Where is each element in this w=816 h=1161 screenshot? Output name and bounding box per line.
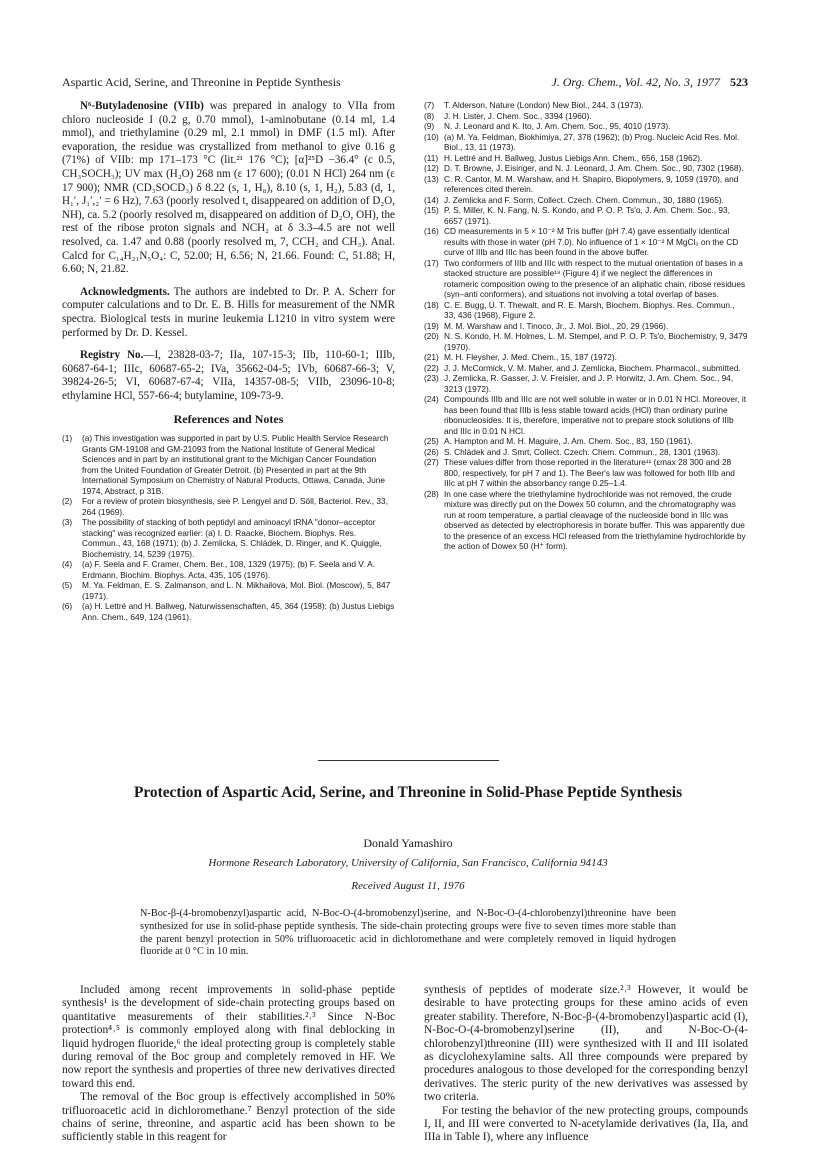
intro-paragraph-2: The removal of the Boc group is effectively accomplished in 50% trifluoroacetic acid in dichloromethane.⁷ Benzyl protection of the side chains of serine, threonine, and aspartic acid has been shown to be sufficiently stable in this reagent for	[62, 1091, 395, 1144]
intro-paragraph-1: Included among recent improvements in solid-phase peptide synthesis¹ is the development of side-chain protecting groups based on quantitative measurements of their stabilities.²˒³ Since N-Boc protection⁴˒⁵ is commonly employed along with final deblocking in liquid hydrogen fluoride,⁶ the ideal protecting group is completely stable during removal of the Boc group and completely removed in HF. We now report the synthesis and properties of three new derivatives directed toward this end.	[62, 984, 395, 1090]
reference-number: (8)	[424, 110, 435, 121]
references-list-left	[62, 433, 395, 622]
reference-number: (22)	[424, 362, 439, 373]
reference-item	[424, 153, 748, 164]
registry-paragraph	[62, 349, 395, 403]
reference-text: H. Lettré and H. Ballweg, Justus Liebigs Ann. Chem., 656, 158 (1962).	[444, 152, 703, 163]
reference-text: T. Alderson, Nature (London) New Biol., 244, 3 (1973).	[444, 100, 644, 110]
compound-heading: N⁶-Butyladenosine (VIIb)	[80, 100, 204, 112]
reference-number: (17)	[424, 257, 439, 268]
reference-text: N. J. Leonard and K. Ito, J. Am. Chem. Soc., 95, 4010 (1973).	[444, 121, 671, 131]
reference-number: (5)	[62, 580, 73, 591]
reference-number: (15)	[424, 205, 439, 215]
reference-item	[424, 100, 748, 111]
intro-paragraph-4: For testing the behavior of the new protecting groups, compounds I, II, and III were converted to N-acetylamide derivatives (Ia, IIa, and IIIa in Table I), where any influence	[424, 1104, 748, 1144]
reference-item	[424, 111, 748, 122]
running-head-title: Aspartic Acid, Serine, and Threonine in Peptide Synthesis	[62, 75, 341, 89]
acknowledgments-heading: Acknowledgments.	[80, 285, 170, 298]
reference-number: (25)	[424, 436, 439, 446]
reference-text: The possibility of stacking of both peptidyl and aminoacyl tRNA "donor–acceptor stacking" was recognized earlier: (a) I. D. Raacke, Biochem. Biophys. Res. Commun., 43, 168 (1971); (b) J. Zemlicka, S. Chládek, D. Ringer, and K. Quiggle, Biochemistry, 14, 5239 (1975).	[82, 517, 382, 559]
reference-text: (a) M. Ya. Feldman, Biokhimiya, 27, 378 (1962); (b) Prog. Nucleic Acid Res. Mol. Biol., 13, 11 (1973).	[444, 131, 740, 152]
page-number: 523	[730, 75, 748, 89]
reference-text: A. Hampton and M. H. Maguire, J. Am. Chem. Soc., 83, 150 (1961).	[444, 436, 693, 446]
reference-number: (27)	[424, 457, 439, 467]
reference-item	[424, 300, 748, 321]
intro-paragraph-3: synthesis of peptides of moderate size.²˒³ However, it would be desirable to have protecting groups for these amino acids of even greater stability. Therefore, N-Boc-β-(4-bromobenzyl)aspartic acid (I), N-Boc-O-(4-bromobenzyl)serine (II), and N-Boc-O-(4-chlorobenzyl)threonine (III) were synthesized with II and III isolated as dicyclohexylamine salts. All three compounds were prepared by procedures analogous to those developed for the corresponding benzyl derivatives. The steric purity of the new derivatives was assessed by two criteria.	[424, 984, 748, 1104]
reference-text: (a) F. Seela and F. Cramer, Chem. Ber., 108, 1329 (1975); (b) F. Seela and V. A. Erdmann, Biochim. Biophys. Acta, 435, 105 (1976).	[82, 559, 376, 580]
reference-text: M. M. Warshaw and I. Tinoco, Jr., J. Mol. Biol., 20, 29 (1966).	[444, 320, 669, 331]
reference-item	[424, 226, 748, 258]
reference-item	[424, 447, 748, 458]
reference-text: M. H. Fleysher, J. Med. Chem., 15, 187 (1972).	[444, 352, 617, 362]
reference-number: (6)	[62, 601, 73, 612]
reference-number: (13)	[424, 173, 439, 184]
reference-text: (a) This investigation was supported in part by U.S. Public Health Service Research Grants GM-19108 and GM-21093 from the National Institute of General Medical Sciences and in part by an institutional grant to the Michigan Cancer Foundation from the United Foundation of Greater Detroit. (b) Presented in part at the 9th International Symposium on Chemistry of Natural Products, Ottawa, Canada, June 1974, Abstract, p 31B.	[82, 433, 389, 496]
reference-item	[424, 436, 748, 447]
reference-number: (11)	[424, 152, 439, 163]
reference-number: (12)	[424, 163, 439, 173]
reference-item	[62, 559, 395, 580]
article-affiliation: Hormone Research Laboratory, University of California, San Francisco, California 94143	[208, 857, 608, 869]
reference-text: J. Zemlicka, R. Gasser, J. V. Freisler, and J. P. Horwitz, J. Am. Chem. Soc., 94, 3213 (1972).	[444, 373, 734, 394]
reference-number: (1)	[62, 433, 73, 444]
article-left-column	[62, 984, 395, 1145]
reference-text: In one case where the triethylamine hydrochloride was not removed, the crude mixture was directly put on the Dowex 50 column, and the chromatography was run at room temperature, a partial cleavage of the nucleoside bond in IIIc was observed as detected by electrophoresis in borate buffer. This was apparently due to the presence of an excess HCl released from the triethylamine hydrochloride by the action of Dowex 50 (H⁺ form).	[444, 488, 746, 551]
reference-number: (9)	[424, 121, 435, 131]
reference-item	[424, 373, 748, 394]
reference-text: C. R. Cantor, M. M. Warshaw, and H. Shapiro, Biopolymers, 9, 1059 (1970), and references cited therein.	[444, 173, 739, 194]
reference-item	[424, 195, 748, 206]
reference-text: J. H. Lister, J. Chem. Soc., 3394 (1960).	[444, 110, 592, 121]
reference-text: J. J. McCormick, V. M. Maher, and J. Zemlicka, Biochem. Pharmacol., submitted.	[444, 362, 741, 373]
reference-item	[62, 517, 395, 559]
reference-text: M. Ya. Feldman, E. S. Zalmanson, and L. N. Mikhailova, Mol. Biol. (Moscow), 5, 847 (1971).	[82, 580, 391, 601]
reference-number: (18)	[424, 299, 439, 310]
acknowledgments-text: The authors are indebted to Dr. P. A. Scherr for computer calculations and to Dr. E. B. Hills for measurement of the NMR spectra. Biological tests in murine leukemia L1210 in vitro system were performed by Dr. D. Kessel.	[62, 285, 395, 339]
reference-text: CD measurements in 5 × 10⁻² M Tris buffer (pH 7.4) gave essentially identical results with those in water (pH 7.0). No influence of 1 × 10⁻² M MgCl₂ on the CD curve of IIIb and IIIc has been found in the above buffer.	[444, 226, 739, 257]
reference-item	[424, 121, 748, 132]
reference-item	[424, 352, 748, 363]
reference-number: (20)	[424, 331, 439, 341]
reference-number: (10)	[424, 131, 439, 142]
reference-item	[62, 433, 395, 496]
reference-text: (a) H. Lettré and H. Ballweg, Naturwissenschaften, 45, 364 (1958); (b) Justus Liebigs Ann. Chem., 649, 124 (1961).	[82, 601, 395, 622]
reference-text: For a review of protein biosynthesis, see P. Lengyel and D. Söll, Bacteriol. Rev., 33, 264 (1969).	[82, 496, 388, 517]
reference-text: N. S. Kondo, H. M. Holmes, L. M. Stempel, and P. O. P. Ts'o, Biochemistry, 9, 3479 (1970).	[444, 331, 748, 352]
reference-text: Two conformers of IIIb and IIIc with respect to the mutual orientation of bases in a stacked structure are possible¹⁸ (Figure 4) if we neglect the differences in rotameric composition owing to the presence of an aliphatic chain, ribose residues (syn–anti conformers), and situations not involving a total overlap of bases.	[444, 257, 746, 299]
reference-number: (16)	[424, 226, 439, 236]
reference-item	[424, 205, 748, 226]
reference-item	[424, 331, 748, 352]
reference-text: P. S. Miller, K. N. Fang, N. S. Kondo, and P. O. P. Ts'o, J. Am. Chem. Soc., 93, 6657 (1971).	[444, 205, 730, 226]
acknowledgments-paragraph	[62, 286, 395, 340]
experimental-paragraph	[62, 100, 395, 277]
reference-item	[424, 132, 748, 153]
journal-citation: J. Org. Chem., Vol. 42, No. 3, 1977	[551, 75, 720, 89]
left-column-top	[62, 100, 395, 622]
reference-number: (2)	[62, 496, 73, 507]
reference-number: (24)	[424, 394, 439, 404]
article-received-date: Received August 11, 1976	[351, 880, 465, 892]
reference-text: C. E. Bugg, U. T. Thewalt, and R. E. Marsh, Biochem. Biophys. Res. Commun., 33, 436 (1968), Figure 2.	[444, 299, 735, 320]
reference-number: (4)	[62, 559, 73, 570]
reference-item	[62, 496, 395, 517]
article-author: Donald Yamashiro	[363, 836, 453, 850]
reference-item	[62, 580, 395, 601]
reference-number: (7)	[424, 100, 435, 110]
reference-item	[424, 363, 748, 374]
article-title: Protection of Aspartic Acid, Serine, and Threonine in Solid-Phase Peptide Synthesis	[133, 784, 683, 801]
reference-number: (3)	[62, 517, 73, 528]
references-heading: References and Notes	[173, 412, 284, 427]
reference-text: D. T. Browne, J. Eisinger, and N. J. Leonard, J. Am. Chem. Soc., 90, 7302 (1968).	[444, 163, 744, 173]
reference-number: (21)	[424, 352, 439, 362]
references-list-right	[424, 100, 748, 552]
reference-item	[424, 457, 748, 489]
reference-text: J. Zemlicka and F. Sorm, Collect. Czech. Chem. Commun., 30, 1880 (1965).	[444, 194, 724, 205]
reference-item	[424, 394, 748, 436]
reference-text: These values differ from those reported in the literature¹¹ (εmax 28 300 and 28 800, respectively, for pH 7 and 1). The Beer's law was followed for both IIIb and IIIc at pH 7 within the absorbancy range 0.25–1.4.	[444, 457, 735, 488]
reference-item	[424, 321, 748, 332]
reference-number: (19)	[424, 320, 439, 331]
reference-text: Compounds IIIb and IIIc are not well soluble in water or in 0.01 N HCl. Moreover, it has been found that IIIb is less stable toward acids (HCl) than ordinary purine ribonucleosides. It is, therefore, imperative not to prepare stock solutions of IIIb and IIIc in 0.01 N HCl.	[444, 394, 747, 436]
experimental-text: was prepared in analogy to VIIa from chloro nucleoside I (0.2 g, 0.70 mmol), 1-aminobutane (0.14 ml, 1.4 mmol), and triethylamine (0.29 ml, 2.1 mmol) in DMF (1.5 ml). After evaporation, the residue was crystallized from methanol to give 0.16 g (71%) of VIIb: mp 171–173 °C (lit.²¹ 176 °C); [α]²⁵D −36.4° (c 0.5, CH₃SOCH₃); UV max (H₂O) 268 nm (ε 17 600); (0.01 N HCl) 264 nm (ε 17 900); NMR (CD₃SOCD₃) δ 8.22 (s, 1, H₈), 8.10 (s, 1, H₂), 5.83 (d, 1, H₁′, J₁′,₂′ = 6 Hz), 7.63 (poorly resolved t, disappeared on addition of D₂O, NH), ca. 5.2 (poorly resolved m, disappeared on addition of D₂O, OH), the rest of the ribose proton signals and NCH₂ at δ 3.3–4.5 are not well resolved, ca. 1.47 and 0.88 (poorly resolved m, 7, CCH₂ and CH₃). Anal. Calcd for C₁₄H₂₁N₅O₄: C, 52.00; H, 6.56; N, 21.66. Found: C, 51.88; H, 6.60; N, 21.82.	[62, 100, 395, 276]
reference-item	[62, 601, 395, 622]
reference-item	[424, 163, 748, 174]
reference-number: (14)	[424, 194, 439, 205]
reference-number: (26)	[424, 446, 439, 457]
article-abstract: N-Boc-β-(4-bromobenzyl)aspartic acid, N-Boc-O-(4-bromobenzyl)serine, and N-Boc-O-(4-chlorobenzyl)threonine have been synthesized for use in solid-phase peptide synthesis. The side-chain protecting groups were five to seven times more stable than the parent benzyl protection in 50% trifluoroacetic acid in dichloromethane and were completely removed in liquid hydrogen fluoride at 0 °C in 10 min.	[140, 908, 676, 958]
running-head-citation	[551, 75, 748, 90]
article-divider	[318, 760, 499, 761]
article-right-column	[424, 984, 748, 1145]
reference-item	[424, 258, 748, 300]
registry-text: —I, 23828-03-7; IIa, 107-15-3; IIb, 110-60-1; IIIb, 60687-64-1; IIIc, 60687-65-2; IVa, 35662-04-5; IVb, 60687-66-3; V, 39824-26-5; VI, 60687-67-4; VIIa, 14357-08-5; VIIb, 23096-10-8; ethylamine HCl, 557-66-4; butylamine, 109-73-9.	[62, 349, 395, 402]
registry-heading: Registry No.	[80, 349, 144, 362]
reference-item	[424, 174, 748, 195]
reference-number: (28)	[424, 488, 439, 499]
reference-text: S. Chládek and J. Smrt, Collect. Czech. Chem. Commun., 28, 1301 (1963).	[444, 446, 721, 457]
reference-number: (23)	[424, 373, 439, 383]
reference-item	[424, 489, 748, 552]
